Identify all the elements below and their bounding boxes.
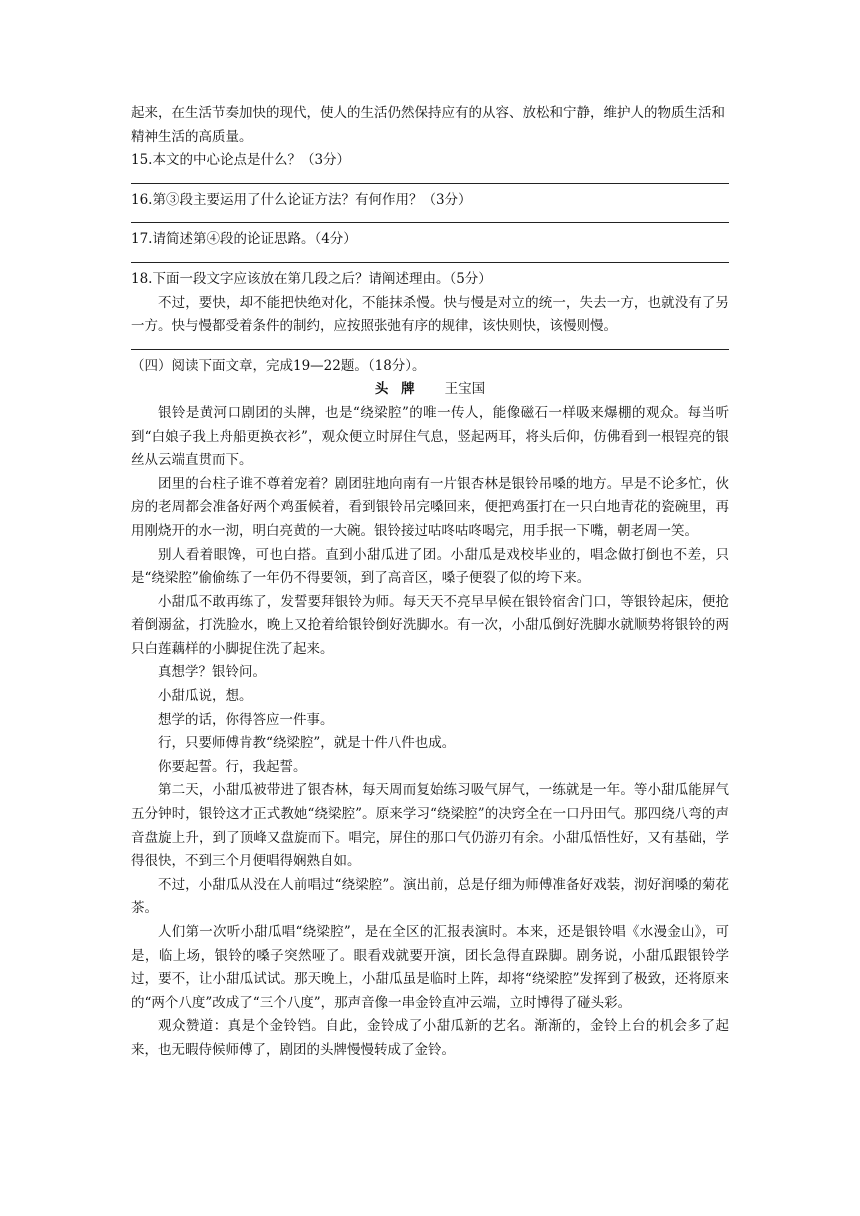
question-16: 16.第③段主要运用了什么论证方法？有何作用？（3分） <box>131 191 472 208</box>
story-paragraph: 小甜瓜不敢再练了，发誓要拜银铃为师。每天天不亮早早候在银铃宿舍门口，等银铃起床，便抢着倒溺盆，打洗脸水，晚上又抢着给银铃倒好洗脚水。有一次，小甜瓜倒好洗脚水就顺势将银铃的两只白莲藕样的小脚捉住洗了起来。 <box>131 593 729 657</box>
story-title: 头 牌 <box>374 381 419 398</box>
story-paragraph: 想学的话，你得答应一件事。 <box>158 711 334 728</box>
section-4-header: （四）阅读下面文章，完成19—22题。（18分）。 <box>131 357 426 374</box>
story-paragraph: 你要起誓。行，我起誓。 <box>158 758 307 775</box>
story-author: 王宝国 <box>444 381 486 398</box>
story-title-line <box>131 378 729 402</box>
story-paragraph: 人们第一次听小甜瓜唱“绕梁腔”，是在全区的汇报表演时。本来，还是银铃唱《水漫金山》，可是，临上场，银铃的嗓子突然哑了。眼看戏就要开演，团长急得直跺脚。剧务说，小甜瓜跟银铃学过，要不，让小甜瓜试试。那天晚上，小甜瓜虽是临时上阵，却将“绕梁腔”发挥到了极致，还将原来的“两个八度”改成了“三个八度”，那声音像一串金铃直冲云端，立时博得了碰头彩。 <box>131 924 729 1011</box>
top-paragraph: 起来，在生活节奏加快的现代，使人的生活仍然保持应有的从容、放松和宁静，维护人的物质生活和精神生活的高质量。 <box>131 105 725 145</box>
page-content <box>131 102 729 1063</box>
q18-passage: 不过，要快，却不能把快绝对化，不能抹杀慢。快与慢是对立的统一，失去一方，也就没有了另一方。快与慢都受着条件的制约，应按照张弛有序的规律，该快则快，该慢则慢。 <box>131 294 729 335</box>
story-paragraph: 观众赞道：真是个金铃铛。自此，金铃成了小甜瓜新的艺名。渐渐的，金铃上台的机会多了起来，也无暇侍候师傅了，剧团的头牌慢慢转成了金铃。 <box>131 1018 729 1058</box>
answer-line-15 <box>131 173 729 184</box>
story-paragraph: 小甜瓜说，想。 <box>158 688 253 705</box>
story-paragraph: 别人看着眼馋，可也白搭。直到小甜瓜进了团。小甜瓜是戏校毕业的，唱念做打倒也不差，只是“绕梁腔”偷偷练了一年仍不得要领，到了高音区，嗓子便裂了似的垮下来。 <box>131 546 729 587</box>
story-paragraph: 真想学？银铃问。 <box>158 664 266 681</box>
question-17: 17.请简述第④段的论证思路。（4分） <box>131 231 357 248</box>
story-paragraph: 银铃是黄河口剧团的头牌，也是“绕梁腔”的唯一传人，能像磁石一样吸来爆棚的观众。每当听到“白娘子我上舟船更换衣衫”，观众便立时屏住气息，竖起两耳，将头后仰，仿佛看到一根锃亮的银丝从云端直贯而下。 <box>131 404 729 469</box>
answer-line-16 <box>131 212 729 223</box>
story-paragraph: 第二天，小甜瓜被带进了银杏林，每天周而复始练习吸气屏气，一练就是一年。等小甜瓜能屏气五分钟时，银铃这才正式教她“绕梁腔”。原来学习“绕梁腔”的决窍全在一口丹田气。那四绕八弯的声音盘旋上升，到了顶峰又盘旋而下。唱完，屏住的那口气仍游刃有余。小甜瓜悟性好，又有基础，学得很快，不到三个月便唱得娴熟自如。 <box>131 782 729 870</box>
story-paragraph: 团里的台柱子谁不尊着宠着？剧团驻地向南有一片银杏林是银铃吊嗓的地方。早是不论多忙，伙房的老周都会准备好两个鸡蛋候着，看到银铃吊完嗓回来，便把鸡蛋打在一只白地青花的瓷碗里，再用刚烧开的水一沏，明白亮黄的一大碗。银铃接过咕咚咕咚喝完，用手抿一下嘴，朝老周一笑。 <box>131 475 729 539</box>
story-paragraph: 行，只要师傅肯教“绕梁腔”，就是十件八件也成。 <box>158 735 456 752</box>
question-18: 18.下面一段文字应该放在第几段之后？请阐述理由。（5分） <box>131 270 492 287</box>
question-15: 15.本文的中心论点是什么？（3分） <box>131 152 351 169</box>
answer-line-17 <box>131 252 729 263</box>
story-paragraph: 不过，小甜瓜从没在人前唱过“绕梁腔”。演出前，总是仔细为师傅准备好戏装，沏好润嗓的菊花茶。 <box>131 876 729 917</box>
answer-line-18 <box>131 339 729 350</box>
